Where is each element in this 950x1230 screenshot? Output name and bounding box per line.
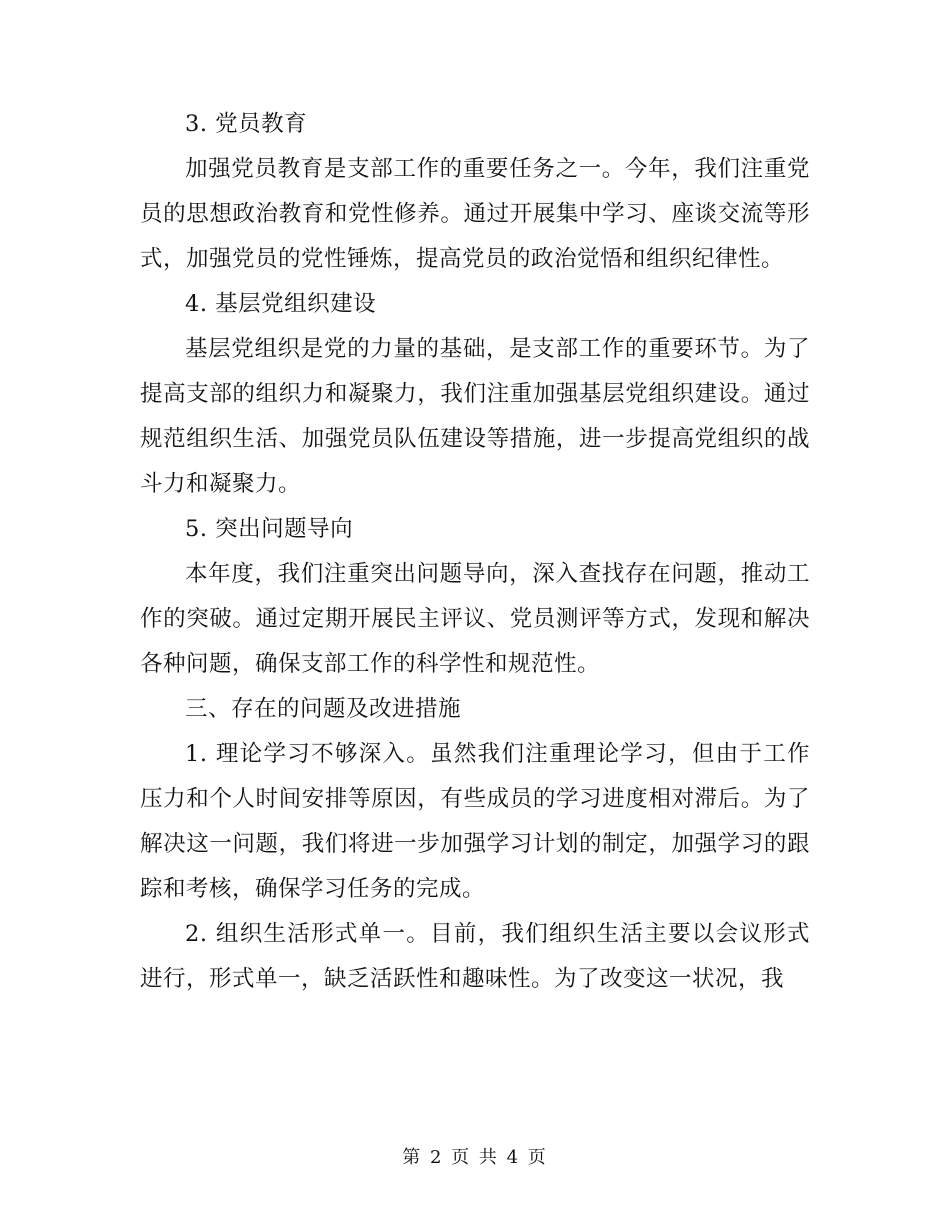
body-paragraph: 2. 组织生活形式单一。目前，我们组织生活主要以会议形式进行，形式单一，缺乏活跃性和趣味性。为了改变这一状况，我 [140, 921, 810, 992]
body-paragraph: 1. 理论学习不够深入。虽然我们注重理论学习，但由于工作压力和个人时间安排等原因，有些成员的学习进度相对滞后。为了解决这一问题，我们将进一步加强学习计划的制定，加强学习的跟踪和考核，确保学习任务的完成。 [140, 741, 810, 902]
body-paragraph: 本年度，我们注重突出问题导向，深入查找存在问题，推动工作的突破。通过定期开展民主评议、党员测评等方式，发现和解决各种问题，确保支部工作的科学性和规范性。 [140, 561, 810, 677]
section-heading-problem-orientation: 5. 突出问题导向 [185, 516, 354, 542]
body-paragraph: 加强党员教育是支部工作的重要任务之一。今年，我们注重党员的思想政治教育和党性修养。通过开展集中学习、座谈交流等形式，加强党员的党性锤炼，提高党员的政治觉悟和组织纪律性。 [140, 156, 810, 272]
body-paragraph: 基层党组织是党的力量的基础，是支部工作的重要环节。为了提高支部的组织力和凝聚力，我们注重加强基层党组织建设。通过规范组织生活、加强党员队伍建设等措施，进一步提高党组织的战斗力和凝聚力。 [140, 336, 810, 497]
document-body [140, 102, 810, 1002]
section-heading-grassroots-organization: 4. 基层党组织建设 [185, 291, 377, 317]
section-heading-party-member-education: 3. 党员教育 [185, 111, 308, 137]
section-heading-problems-and-improvements: 三、存在的问题及改进措施 [185, 696, 462, 722]
page-number-footer: 第 2 页 共 4 页 [402, 1147, 548, 1168]
